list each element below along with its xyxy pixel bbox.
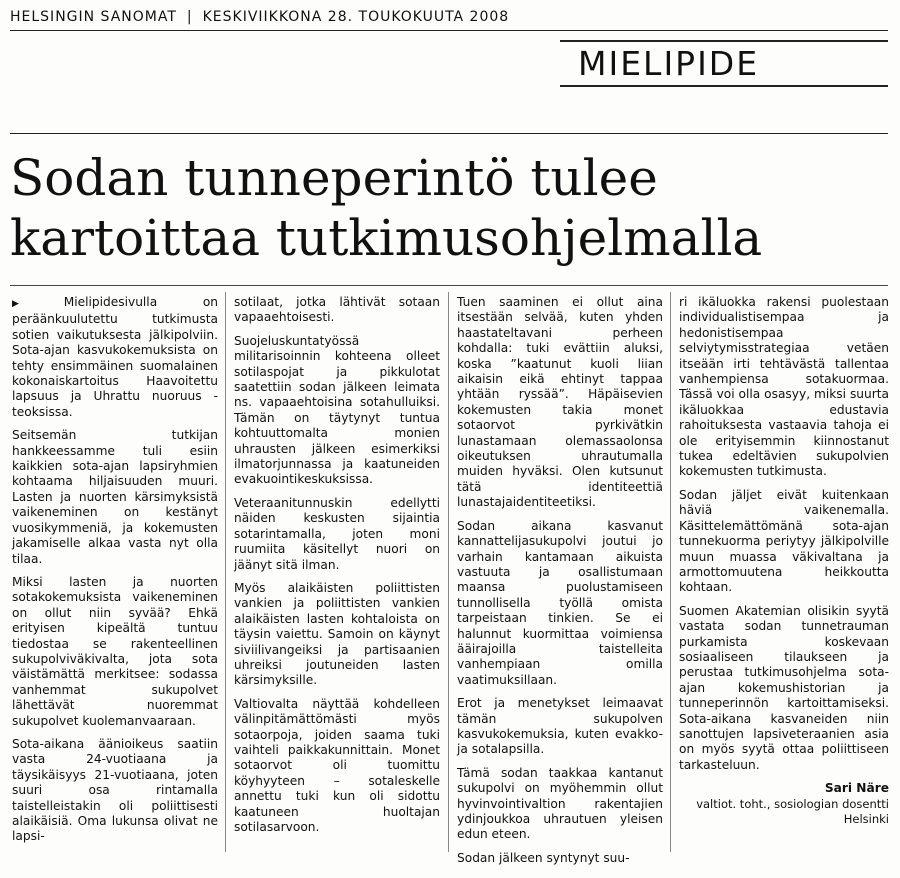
paragraph: Sota-aikana äänioikeus saatiin vasta 24-vuotiaana ja täysikäisyys 21-vuotiaana, joten suuri osa rintamalla taistelleistakin oli poliittisesti alaikäisiä. Oma lukunsa olivat ne lapsi- (12, 736, 218, 844)
paragraph: Tämä sodan taakkaa kantanut sukupolvi on myöhemmin ollut hyvinvointivaltion rakentajien ydinjoukkoa uhrautuen yleisen edun eteen. (457, 765, 663, 842)
article-column-2 (234, 295, 440, 843)
article-column-3 (457, 295, 663, 874)
column-divider (225, 292, 226, 852)
paragraph: Tuen saaminen ei ollut aina itsestään selvää, kuten yhden haastateltavani perheen kohdalla: tuki evättiin aluksi, koska ”kaatunut kuoli liian aikaisin eikä ehtinyt tappaa yhtään ryssää”. Häpäisevien kokemusten takia monet sotaorvot pyrkivätkin lunastamaan olemassaolonsa oikeutuksen uhrautumalla muiden hyväksi. Olen kutsunut tätä identiteettiä lunastajaidentiteetiksi. (457, 295, 663, 510)
masthead-separator: | (186, 9, 193, 25)
author-city: Helsinki (843, 811, 889, 826)
headline-line-1: Sodan tunneperintö tulee (10, 149, 658, 207)
newspaper-name: HELSINGIN SANOMAT (10, 9, 177, 25)
paragraph: Myös alaikäisten poliittisten vankien ja poliittisten vankien alaikäisten lasten kohtaloista on täysin vaiettu. Samoin on käynyt siviilivangeiksi ja partisaanien uhreiksi joutuneiden lasten kärsimyksille. (234, 580, 440, 688)
paragraph: ri ikäluokka rakensi puolestaan individualistisempaa ja hedonistisempaa selviytymisstrategiaa vetäen itseään irti tehtävästä tallentaa vanhempiensa sotakuormaa. Tässä voi olla osasyy, miksi suurta ikäluokkaa edustavia rahoituksesta vastaavia tahoja ei ole erityisemmin kiinnostanut tukea edeltävien sukupolvien kokemusten tutkimusta. (679, 295, 889, 479)
paragraph: Veteraanitunnuskin edellytti näiden keskusten sijaintia sotarintamalla, joten moni ruumiita käsitellyt nuori on jäänyt sitä ilman. (234, 495, 440, 572)
paragraph: Miksi lasten ja nuorten sotakokemuksista vaikeneminen on ollut niin syvää? Ehkä erityisen kipeältä tuntuu tiedostaa se rakenteellinen sukupolviväkivalta, jota sota väistämättä merkitsee: sodassa vanhemmat sukupolvet lähettävät nuoremmat sukupolvet kuolemanvaaraan. (12, 574, 218, 728)
paragraph: sotilaat, jotka lähtivät sotaan vapaaehtoisesti. (234, 295, 440, 325)
paragraph (12, 295, 218, 420)
column-divider (448, 292, 449, 852)
paragraph: Sodan jäljet eivät kuitenkaan häviä vaikenemalla. Käsittelemättömänä sota-ajan tunnekuorma periytyy jälkipolville muun muassa väkivaltana ja armottomuutena heikkoutta kohtaan. (679, 487, 889, 595)
headline (10, 148, 870, 268)
section-label: MIELIPIDE (560, 40, 888, 87)
author-title: valtiot. toht., sosiologian dosentti (696, 796, 889, 811)
article-column-1 (12, 295, 218, 853)
paragraph: Sodan aikana kasvanut kannattelijasukupolvi joutui jo varhain kantamaan aikuista vastuuta ja osallistumaan maansa puolustamiseen tunnollisella työllä omista tarpeistaan tinkien. Se ei halunnut kuormittaa voimiensa ääirajoilla taistelleita vanhempiaan omilla vaatimuksillaan. (457, 518, 663, 687)
paragraph: Sodan jälkeen syntynyt suu- (457, 850, 630, 865)
headline-line-2: kartoittaa tutkimusohjelmalla (10, 209, 763, 267)
column-divider (670, 292, 671, 852)
masthead (10, 6, 888, 28)
top-rule (10, 30, 888, 31)
triangle-right-icon: ▶ (12, 299, 61, 309)
paragraph: Suojeluskuntatyössä militarisoinnin kohteena olleet sotilaspojat ja pikkulotat saatettiin sodan jälkeen leimata ns. vapaaehtoisina sotahulluiksi. Tämän on täytynyt tuntua kohtuuttomalta monien uhrausten jälkeen esimerkiksi ilmatorjunnassa ja kaatuneiden evakuointikeskuksissa. (234, 333, 440, 487)
headline-rule (10, 133, 888, 134)
paragraph: Seitsemän tutkijan hankkeessamme tuli esiin kaikkien sota-ajan lapsiryhmien kohtaama hiljaisuuden muuri. Lasten ja nuorten kärsimyksistä vaikeneminen on kestänyt vuosikymmeniä, ja kokemusten jakamiselle alkaa vasta nyt olla tilaa. (12, 428, 218, 566)
article-column-4 (679, 295, 889, 827)
issue-date: KESKIVIIKKONA 28. TOUKOKUUTA 2008 (202, 9, 510, 25)
paragraph: Valtiovalta näyttää kohdelleen välinpitämättömästi myös sotaorpoja, joiden saama tuki vaihteli paikkakunnittain. Monet sotaorvot oli tuomittu köyhyyteen – sotaleskelle annettu tuki kun oli sidottu kaatuneen huoltajan sotilasarvoon. (234, 696, 440, 834)
paragraph: Suomen Akatemian olisikin syytä vastata sodan tunnetrauman purkamista koskevaan sosiaaliseen tilaukseen ja perustaa tutkimusohjelma sota-ajan kokemushistorian ja tunneperinnön kartoittamiseksi. Sota-aikana kasvaneiden niin sanottujen lapsiveteraanien asia on myös syytä ottaa poliittiseen tarkasteluun. (679, 603, 889, 772)
body-rule (10, 285, 888, 286)
author-name: Sari Näre (824, 781, 889, 796)
paragraph: Erot ja menetykset leimaavat tämän sukupolven kasvukokemuksia, kuten evakko- ja sotalapsilla. (457, 696, 663, 757)
lead-text: Mielipidesivulla on peräänkuulutettu tutkimusta sotien vaikutuksesta jälkipolviin. Sota-ajan kasvukokemuksista on tehty ensimmäinen suomalainen kokonaiskartoitus Haavoitettu lapsuus ja Uhrattu nuoruus -teoksissa. (12, 295, 219, 419)
